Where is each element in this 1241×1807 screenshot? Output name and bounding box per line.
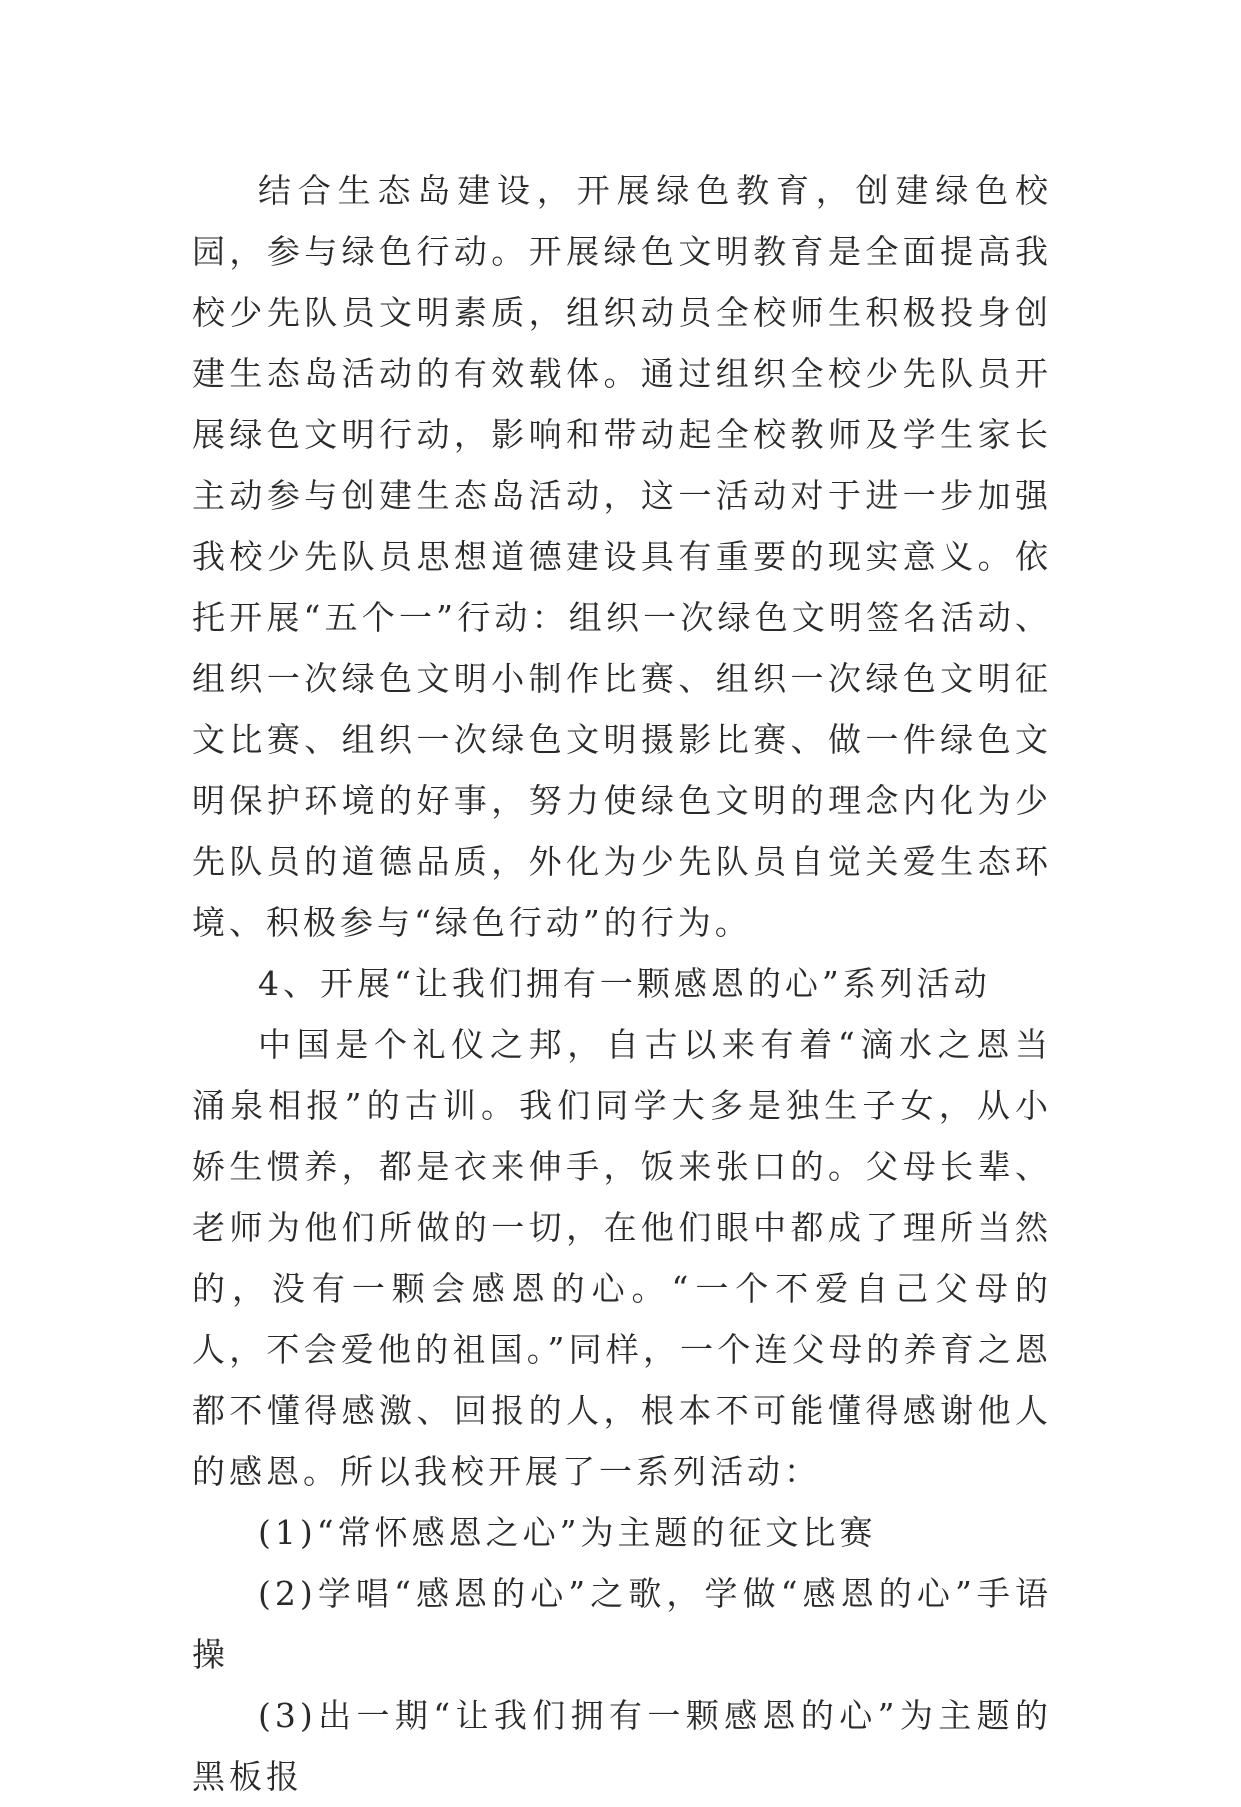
list-item-blackboard: (3)出一期“让我们拥有一颗感恩的心”为主题的黑板报 [192, 1696, 1052, 1796]
list-item-song-sign-language: (2)学唱“感恩的心”之歌，学做“感恩的心”手语操 [192, 1574, 1052, 1674]
paragraph-green-education: 结合生态岛建设，开展绿色教育，创建绿色校园，参与绿色行动。开展绿色文明教育是全面提高我校少先队员文明素质，组织动员全校师生积极投身创建生态岛活动的有效载体。通过组织全校少先队员开展绿色文明行动，影响和带动起全校教师及学生家长主动参与创建生态岛活动，这一活动对于进一步加强我校少先队员思想道德建设具有重要的现实意义。依托开展“五个一”行动：组织一次绿色文明签名活动、组织一次绿色文明小制作比赛、组织一次绿色文明征文比赛、组织一次绿色文明摄影比赛、做一件绿色文明保护环境的好事，努力使绿色文明的理念内化为少先队员的道德品质，外化为少先队员自觉关爱生态环境、积极参与“绿色行动”的行为。 [192, 171, 1052, 942]
list-item-essay-contest: (1)“常怀感恩之心”为主题的征文比赛 [258, 1513, 877, 1552]
document-body [192, 160, 1052, 1807]
section-heading-gratitude: 4、开展“让我们拥有一颗感恩的心”系列活动 [258, 964, 991, 1003]
paragraph-gratitude-intro: 中国是个礼仪之邦，自古以来有着“滴水之恩当涌泉相报”的古训。我们同学大多是独生子女，从小娇生惯养，都是衣来伸手，饭来张口的。父母长辈、老师为他们所做的一切，在他们眼中都成了理所当然的，没有一颗会感恩的心。“一个不爱自己父母的人，不会爱他的祖国。”同样，一个连父母的养育之恩都不懂得感激、回报的人，根本不可能懂得感谢他人的感恩。所以我校开展了一系列活动： [192, 1025, 1052, 1491]
